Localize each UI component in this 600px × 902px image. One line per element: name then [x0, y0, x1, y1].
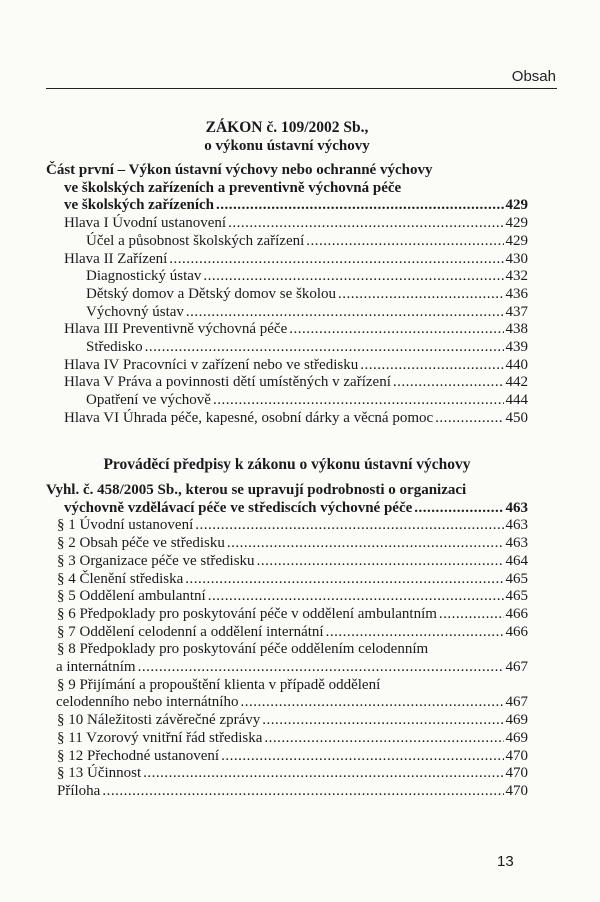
toc-entry-label: Příloha — [57, 782, 101, 799]
toc-entry — [46, 571, 528, 589]
toc-entry-line — [46, 712, 528, 730]
toc-entry-line — [46, 783, 528, 801]
dot-leader — [414, 500, 503, 518]
section-title: Prováděcí předpisy k zákonu o výkonu ústavní výchovy — [103, 456, 471, 473]
toc-entry-line — [46, 748, 528, 766]
toc-entry — [46, 641, 528, 676]
toc-page-number: 440 — [505, 356, 528, 373]
toc-entries — [46, 162, 528, 428]
toc-entry-label: Hlava II Zařízení — [64, 250, 168, 267]
toc-page-number: 464 — [505, 552, 528, 569]
toc-entry — [46, 712, 528, 730]
toc-entry-line — [46, 641, 528, 659]
toc-entry-line — [46, 606, 528, 624]
dot-leader — [289, 321, 503, 339]
toc-entry-line — [46, 553, 528, 571]
toc-entry-label: § 12 Přechodné ustanovení — [57, 747, 220, 764]
toc-page-number: 470 — [505, 782, 528, 799]
dot-leader — [262, 712, 503, 730]
toc-page-number: 450 — [505, 409, 528, 426]
toc-entry-label: Vyhl. č. 458/2005 Sb., kterou se upravují podrobnosti o organizaci — [46, 482, 467, 498]
dot-leader — [240, 694, 503, 712]
toc-section-regulations — [46, 455, 528, 801]
toc-page-number: 432 — [505, 268, 528, 285]
toc-entry — [46, 286, 528, 304]
toc-entry-label: Hlava V Práva a povinnosti dětí umístěných v zařízení — [64, 374, 391, 391]
toc-entry-line — [46, 233, 528, 251]
toc-entry — [46, 765, 528, 783]
dot-leader — [195, 517, 503, 535]
dot-leader — [227, 535, 504, 553]
toc-page-number: 470 — [505, 765, 528, 782]
header-rule — [46, 88, 557, 89]
dot-leader — [360, 357, 503, 375]
toc-page-number: 429 — [505, 232, 528, 249]
toc-entries — [46, 482, 528, 801]
toc-entry — [46, 606, 528, 624]
toc-entry — [46, 730, 528, 748]
toc-entry-line — [46, 215, 528, 233]
toc-entry-line — [46, 304, 528, 322]
toc-page-number: 463 — [505, 499, 528, 516]
toc-page-number: 465 — [505, 570, 528, 587]
dot-leader — [143, 765, 503, 783]
toc-entry — [46, 251, 528, 269]
toc-entry-line — [46, 357, 528, 375]
dot-leader — [169, 251, 503, 269]
toc-entry — [46, 233, 528, 251]
toc-entry-label: § 7 Oddělení celodenní a oddělení internátní — [57, 623, 324, 640]
toc-page-number: 465 — [505, 588, 528, 605]
toc-page-number: 439 — [505, 339, 528, 356]
dot-leader — [338, 286, 504, 304]
dot-leader — [264, 730, 503, 748]
toc-entry-line — [46, 535, 528, 553]
toc-entry — [46, 624, 528, 642]
toc-entry-line — [46, 765, 528, 783]
toc-entry-label: Část první – Výkon ústavní výchovy nebo ochranné výchovy — [46, 162, 433, 178]
dot-leader — [213, 392, 504, 410]
toc-entry-line — [46, 588, 528, 606]
toc-entry-line — [46, 339, 528, 357]
toc-entry — [46, 535, 528, 553]
toc-entry-line — [46, 286, 528, 304]
toc-entry-line — [46, 162, 528, 180]
toc-page-number: 463 — [505, 535, 528, 552]
section-title: ZÁKON č. 109/2002 Sb., — [205, 119, 369, 136]
toc-entry — [46, 374, 528, 392]
toc-entry — [46, 748, 528, 766]
toc-entry — [46, 588, 528, 606]
toc-entry — [46, 162, 528, 215]
section-subtitle: o výkonu ústavní výchovy — [204, 138, 370, 154]
toc-entry-line — [46, 410, 528, 428]
toc-entry-label: § 10 Náležitosti závěrečné zprávy — [57, 712, 261, 729]
running-head: Obsah — [511, 68, 556, 85]
toc-entry — [46, 553, 528, 571]
toc-entry — [46, 482, 528, 517]
toc-entry — [46, 215, 528, 233]
toc-entry-line — [46, 677, 528, 695]
toc-entry-label: a internátním — [56, 659, 136, 676]
dot-leader — [208, 588, 504, 606]
toc-page-number: 442 — [505, 374, 528, 391]
toc-entry-label: Dětský domov a Dětský domov se školou — [86, 285, 336, 302]
toc-entry-line — [46, 197, 528, 215]
toc-entry-label: celodenního nebo internátního — [56, 694, 239, 711]
toc-page-number: 444 — [505, 392, 528, 409]
toc-entry-line — [46, 730, 528, 748]
dot-leader — [186, 304, 504, 322]
dot-leader — [216, 197, 504, 215]
dot-leader — [221, 748, 503, 766]
toc-entry-line — [46, 517, 528, 535]
dot-leader — [435, 410, 503, 428]
toc-entry — [46, 410, 528, 428]
toc-entry-label: ve školských zařízeních — [64, 197, 214, 214]
page-number: 13 — [497, 853, 514, 870]
toc-entry-label: § 5 Oddělení ambulantní — [57, 588, 206, 605]
dot-leader — [326, 624, 504, 642]
toc-entry-label: § 8 Předpoklady pro poskytování péče oddělením celodenním — [57, 641, 429, 658]
dot-leader — [185, 571, 503, 589]
toc-entry-label: § 1 Úvodní ustanovení — [57, 517, 194, 534]
dot-leader — [138, 659, 504, 677]
toc-page-number: 469 — [505, 729, 528, 746]
toc-entry — [46, 304, 528, 322]
toc-entry — [46, 392, 528, 410]
toc-page-number: 463 — [505, 517, 528, 534]
toc-page-number: 438 — [505, 321, 528, 338]
toc-page-number: 466 — [505, 623, 528, 640]
toc-entry-label: Diagnostický ústav — [86, 268, 202, 285]
toc-entry-label: § 11 Vzorový vnitřní řád střediska — [57, 729, 263, 746]
dot-leader — [393, 374, 504, 392]
toc-entry-label: Výchovný ústav — [86, 303, 184, 320]
toc-entry-line — [46, 374, 528, 392]
toc-entry-label: § 4 Členění střediska — [57, 570, 184, 587]
dot-leader — [203, 268, 503, 286]
toc-page-number: 466 — [505, 605, 528, 622]
toc-entry — [46, 677, 528, 712]
toc-entry-line — [46, 180, 528, 198]
toc-entry — [46, 357, 528, 375]
toc-entry — [46, 268, 528, 286]
toc-page-number: 467 — [505, 659, 528, 676]
toc-page-number: 469 — [505, 712, 528, 729]
toc-entry-label: § 3 Organizace péče ve středisku — [57, 552, 255, 569]
dot-leader — [228, 215, 503, 233]
dot-leader — [145, 339, 504, 357]
toc-entry — [46, 321, 528, 339]
toc-page-number: 437 — [505, 303, 528, 320]
toc-entry-label: Hlava III Preventivně výchovná péče — [64, 321, 288, 338]
toc-entry-label: Hlava VI Úhrada péče, kapesné, osobní dárky a věcná pomoc — [64, 409, 434, 426]
toc-entry-label: § 13 Účinnost — [57, 765, 142, 782]
toc-entry-line — [46, 500, 528, 518]
toc-page-number: 430 — [505, 250, 528, 267]
toc-entry-line — [46, 251, 528, 269]
toc-entry-label: výchovně vzdělávací péče ve střediscích výchovné péče — [64, 499, 413, 516]
dot-leader — [439, 606, 504, 624]
toc-entry-label: § 6 Předpoklady pro poskytování péče v oddělení ambulantním — [57, 605, 437, 622]
toc-entry-line — [46, 571, 528, 589]
toc-entry-label: Účel a působnost školských zařízení — [86, 232, 305, 249]
toc-entry — [46, 339, 528, 357]
toc-page-number: 470 — [505, 747, 528, 764]
toc-entry-line — [46, 392, 528, 410]
toc-entry-label: Opatření ve výchově — [86, 392, 211, 409]
toc-entry-label: § 9 Přijímání a propouštění klienta v případě oddělení — [57, 676, 381, 693]
toc-page-number: 429 — [505, 215, 528, 232]
toc-entry-label: Středisko — [86, 339, 143, 356]
toc-entry-line — [46, 321, 528, 339]
toc-entry-line — [46, 268, 528, 286]
toc-entry-line — [46, 624, 528, 642]
toc-entry-label: ve školských zařízeních a preventivně výchovná péče — [64, 179, 402, 196]
toc-page-number: 467 — [505, 694, 528, 711]
toc-entry-line — [46, 659, 528, 677]
toc-entry — [46, 783, 528, 801]
toc-page-number: 436 — [505, 285, 528, 302]
dot-leader — [102, 783, 503, 801]
dot-leader — [257, 553, 504, 571]
toc-entry-label: § 2 Obsah péče ve středisku — [57, 535, 225, 552]
dot-leader — [306, 233, 503, 251]
toc-entry-label: Hlava I Úvodní ustanovení — [64, 215, 227, 232]
toc-page-number: 429 — [505, 197, 528, 214]
toc-entry-label: Hlava IV Pracovníci v zařízení nebo ve středisku — [64, 356, 359, 373]
toc-entry-line — [46, 482, 528, 500]
toc-section-law — [46, 118, 528, 428]
toc-entry — [46, 517, 528, 535]
toc-entry-line — [46, 694, 528, 712]
